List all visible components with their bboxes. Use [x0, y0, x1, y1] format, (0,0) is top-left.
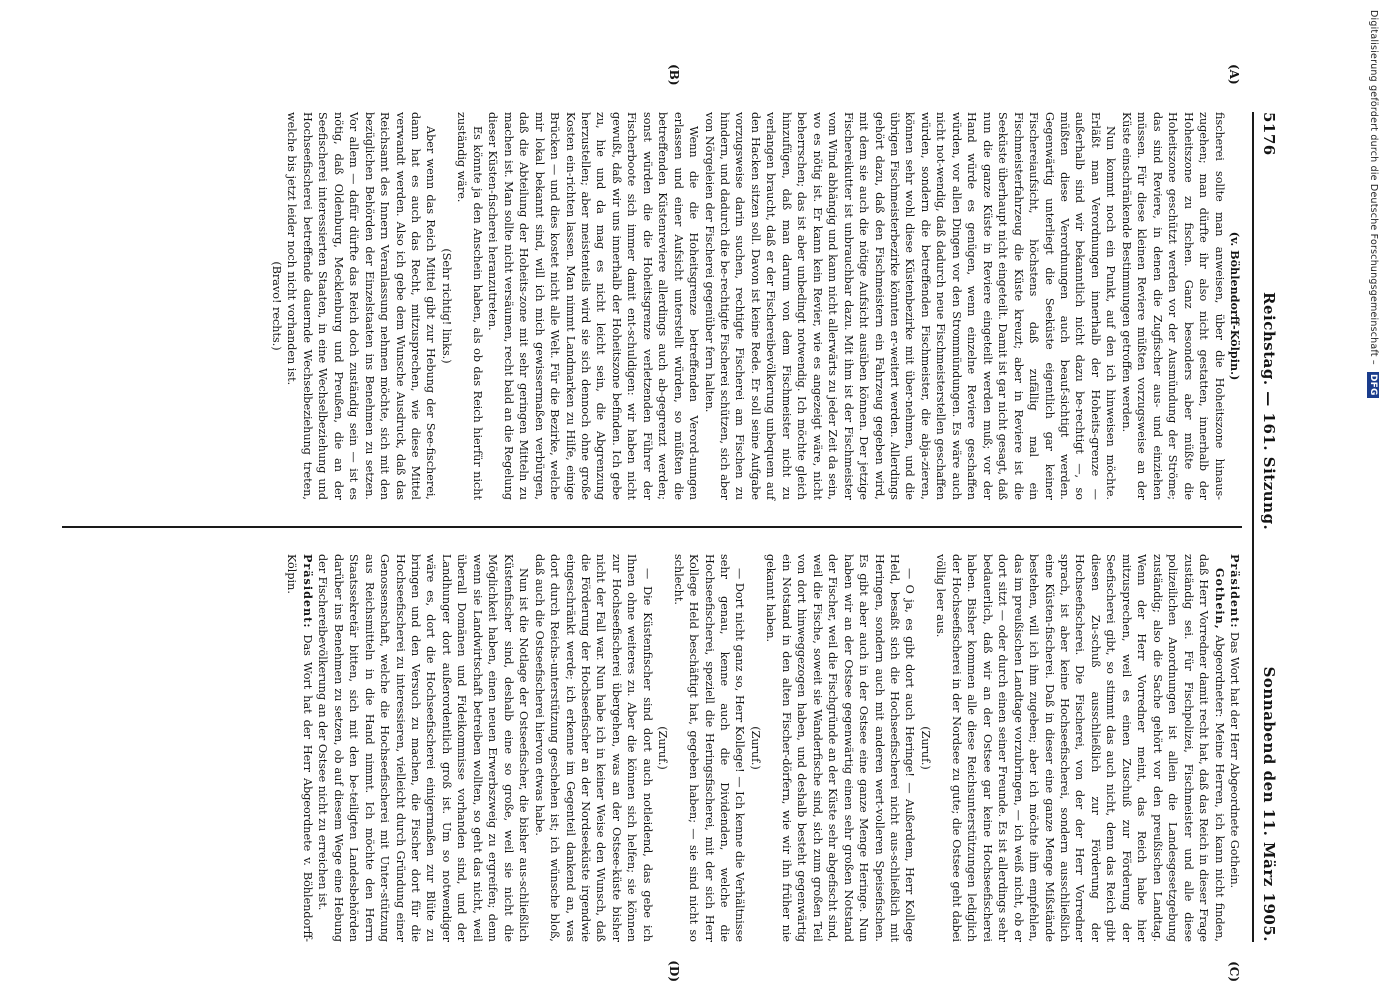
column-rule	[62, 526, 1242, 528]
session-title: Reichstag. — 161. Sitzung.	[1260, 292, 1278, 531]
session-date: Sonnabend den 11. März 1905.	[1260, 666, 1278, 942]
dfg-logo: DFG	[1368, 374, 1378, 396]
interjection: (Sehr richtig! links.)	[439, 248, 453, 364]
paragraph: Wenn die die Hoheitsgrenze betreffenden Verord-nungen erlassen und einer Aufsicht unterstellt würden, so müßten die betreffenden Küstenreviere allerdings auch ab-gegrenzt werden; sonst würden die die Hoheitsgrenze verletzenden Führer der Fischerboote sich immer damit ent-schuldigen: wir haben nicht gewußt, daß wir uns innerhalb der Hoheitszone befinden. Ich gebe zu, hie und da mag es nicht leicht sein, die Abgrenzung herzustellen; aber meistenteils wird sie sich dennoch ohne große Kosten ein-richten lassen. Man nimmt Landmarken zu Hilfe, einige Brücken — und dies kostet nicht alle Welt. Für die Bezirke, welche mir lokal bekannt sind, will ich mich gewissermaßen verbürgen, daß die Abteilung der Hoheits-zone mit sehr geringen Mitteln zu machen ist. Man sollte nicht versäumen, recht bald an die Regelung dieser Küsten-fischerei heranzutreten.	[486, 112, 701, 500]
interjection: (Zuruf.)	[748, 726, 762, 770]
text-columns	[62, 64, 1242, 982]
president-statement	[1227, 554, 1242, 942]
paragraph: — Die Küstenfischer sind dort auch notleidend, das gebe ich Ihnen ohne weiteres zu. Aber die können sich helfen; sie können zur Hochseefischerei übergehen, was an der Ostsee-küste bisher nicht der Fall war. Nun habe ich in keiner Weise den Wunsch, daß die Förderung der Hochseefischer an der Nordseeküste irgendwie eingeschränkt werde; ich erkenne im Gegenteil dankend an, was dort durch Reichs-unterstützung geschehen ist; ich wünsche bloß, daß auch die Ostseefischerei hiervon etwas habe.	[532, 554, 654, 942]
president-text: Das Wort hat der Herr Abgeordnete Gothein.	[1228, 632, 1241, 889]
right-column	[62, 554, 1242, 982]
paragraph: — Dort nicht ganz so, Herr Kollege! — Ich kenne die Verhältnisse sehr genau, kenne auch die Dividenden, welche die Hochseefischerei, speziell die Heringsfischerei, mit der sich Herr Kollege Held beschäftigt hat, gegeben haben; — sie sind nicht so schlecht.	[671, 554, 747, 942]
speaker-role: Abgeordneter:	[1212, 635, 1226, 718]
margin-marker-b: (B)	[667, 64, 681, 86]
page-number: 5176	[1260, 112, 1278, 156]
president-text: Das Wort hat der Herr Abgeordnete v. Böhlendorff-Kölpin.	[285, 554, 314, 942]
paragraph: Es könnte ja den Anschein haben, als ob das Reich hierfür nicht zuständig wäre.	[455, 112, 484, 500]
page-header	[1252, 112, 1278, 942]
paragraph: Aber wenn das Reich Mittel gibt zur Hebung der See-fischerei, dann hat es auch das Recht, mitzusprechen, wie diese Mittel verwandt werden. Also ich gebe dem Wunsche Ausdruck, daß das Reichsamt des Innern Veranlassung nehmen möchte, sich mit den bezüglichen Behörden der Einzelstaaten ins Benehmen zu setzen. Vor allem — dafür dürfte das Reich doch zuständig sein — ist es nötig, daß Oldenburg, Mecklenburg und Preußen, die an der Seefischerei interessierten Staaten, in eine Wechselbeziehung und Hochseefischerei betreffende dauernde Wechselbeziehung treten, welche bis jetzt leider noch nicht vorhanden ist.	[285, 112, 438, 500]
digitization-stamp	[1367, 10, 1379, 398]
president-statement	[284, 554, 315, 942]
opening-speaker: (v. Böhlendorff-Kölpin.)	[1228, 231, 1242, 381]
paragraph: Nun ist die Notlage der Ostseefischer, die bisher aus-schließlich Küstenfischer sind, deshalb eine so große, weil sie nicht die Möglichkeit haben, einen neuen Erwerbszweig zu ergreifen; denn wenn sie Landwirtschaft betreiben wollten, so geht das nicht, weil überall Domänen und Fideikommisse vorhanden sind, und der Landhunger dort außerordentlich groß ist. Um so notwendiger wäre es, dort die Hochseefischerei einigermaßen zur Blüte zu bringen und den Versuch zu machen, die Fischer dort für die Hochseefischerei zu interessieren, vielleicht durch Gründung einer Genossenschaft, welche die Hochseefischerei mit Unter-stützung aus Reichsmitteln in die Hand nimmt. Ich möchte den Herrn Staatssekretär bitten, sich mit den be-teiligten Landesbehörden darüber ins Benehmen zu setzen, ob auf diesem Wege eine Hebung der Fischereibevölkerung an der Ostsee nicht zu erreichen ist.	[316, 554, 531, 942]
speech-text: Meine Herren, ich kann nicht finden, daß Herr Vorredner damit recht hat, daß das Reich in dieser Frage zuständig sei. Für Fischpolizei, Fischmeister und alle diese polizeilichen Anordnungen ist allein die Landesgesetzgebung zuständig; also die Sache gehört vor den preußischen Landtag. Wenn der Herr Vorredner meint, das Reich habe hier mitzusprechen, weil es einen Zuschuß zur Förderung der Seefischerei gibt, so stimmt das auch nicht, denn das Reich gibt diesen Zu-schuß ausschließlich zur Förderung der Hochseefischerei. Die Fischerei, von der der Herr Vorredner sprach, ist aber keine Hochseefischerei, sondern ausschließlich eine Küsten-fischerei. Daß in dieser eine ganze Menge Mißstände bestehen, will ich ihm zugeben; aber ich möchte ihm empfehlen, das im preußischen Landtage vorzubringen, — ich weiß nicht, ob er dort sitzt — oder durch einen seiner Freunde. Es ist allerdings sehr bedauerlich, daß wir an der Ostsee gar keine Hochseefischerei haben. Bisher kommen alle diese Reichsunterstützungen lediglich der Hochseefischerei in der Nordsee zu gute; die Ostsee geht dabei völlig leer aus.	[934, 554, 1226, 942]
interjection: (Zuruf.)	[918, 726, 932, 770]
gothein-speech	[933, 554, 1227, 942]
margin-marker-d: (D)	[667, 960, 681, 982]
speaker-name: Gothein,	[1212, 568, 1227, 630]
stamp-text: Digitalisierung gefördert durch die Deutsche Forschungsgemeinschaft –	[1368, 10, 1379, 365]
margin-marker-c: (C)	[1227, 961, 1241, 982]
interjection: (Zuruf.)	[656, 726, 670, 770]
paragraph: Nun kommt noch ein Punkt, auf den ich hinweisen möchte. Erläßt man Verordnungen innerhalb der Hoheits-grenze — außerhalb sind wir bekanntlich nicht dazu be-rechtigt —, so müßten diese Verordnungen auch beauf-sichtigt werden. Gegenwärtig unterliegt die Seeküste eigentlich gar keiner Fischereiaufsicht, höchstens daß zufällig mal ein Fischmeisterfahrzeug die Küste kreuzt; aber in Reviere ist die Seeküste überhaupt nicht eingeteilt. Damit ist gar nicht gesagt, daß nun die ganze Küste in Reviere eingeteilt werden muß; vor der Hand würde es genügen, wenn einzelne Reviere geschaffen würden, vor allen Dingen vor den Strommündungen. Es wäre auch nicht not-wendig, daß dadurch neue Fischmeisterstellen geschaffen würden, sondern die betreffenden Fischmeister, die abja-zieren, können sehr wohl diese Küstenbezirke mit über-nehmen, und die übrigen Fischmeisterbezirke könnten er-weitert werden. Allerdings gehört dazu, daß den Fischmeistern ein Fahrzeug gegeben wird, mit dem sie auch die nötige Aufsicht ausüben können. Der jetzige Fischereikutter ist unbrauchbar dazu. Mit ihm ist der Fischmeister vom Wind abhängig und kann nicht allerwärts zu jeder Zeit da sein, wo es nötig ist. Er kann kein Revier, wie es angezeigt wäre, nicht beherrschen; das ist aber unbedingt notwendig. Ich möchte gleich hinzufügen, daß man darum von dem Fischmeister nicht zu verlangen braucht, daß er der Fischereibevölkerung unbequem auf den Hacken sitzen soll. Davon ist keine Rede. Er soll seine Aufgabe vorzugsweise darin suchen, rechtigte Fischerei am Fischen zu hindern, und dadurch die be-rechtigte Fischerei schützen, sich aber von Nörgeleien der Fischerei gegenüber fern halten.	[702, 112, 1118, 500]
interjection: (Bravo! rechts.)	[269, 261, 283, 351]
paragraph: fischerei sollte man anweisen, über die Hoheitszone hinaus-zugehen; man dürfte ihr also nicht gestatten, innerhalb der Hoheitszone zu fischen. Ganz besonders aber müßte die Hoheitszone geschützt werden vor der Ausmündung der Ströme; das sind Reviere, in denen die Zugfischer aus- und einziehen müssen. Für diese kleinen Reviere müßten vorzugsweise an der Küste einschränkende Bestimmungen getroffen werden.	[1119, 112, 1226, 500]
paragraph: — O ja, es gibt dort auch Heringe! — Außerdem, Herr Kollege Held, besaßt sich die Hochseefischerei nicht aus-schließlich mit Heringen, sondern auch mit anderen wert-volleren Speisefischen. Es gibt aber auch in der Ostsee eine ganze Menge Heringe. Nun haben wir an der Ostsee gegenwärtig einen sehr großen Notstand der Fischer, weil die Fischgründe an der Küste sehr abgefischt sind, weil die Fische, soweit sie Wanderfische sind, sich zum großen Teil von dort hinweggezogen haben, und deshalb besteht gegenwärtig ein Notstand in den alten Fischer-dörfern, wie wir ihn früher nie gekannt haben.	[764, 554, 917, 942]
president-label: Präsident:	[1228, 554, 1242, 629]
margin-marker-a: (A)	[1227, 64, 1241, 85]
president-label: Präsident:	[300, 554, 315, 629]
left-column	[62, 64, 1242, 500]
